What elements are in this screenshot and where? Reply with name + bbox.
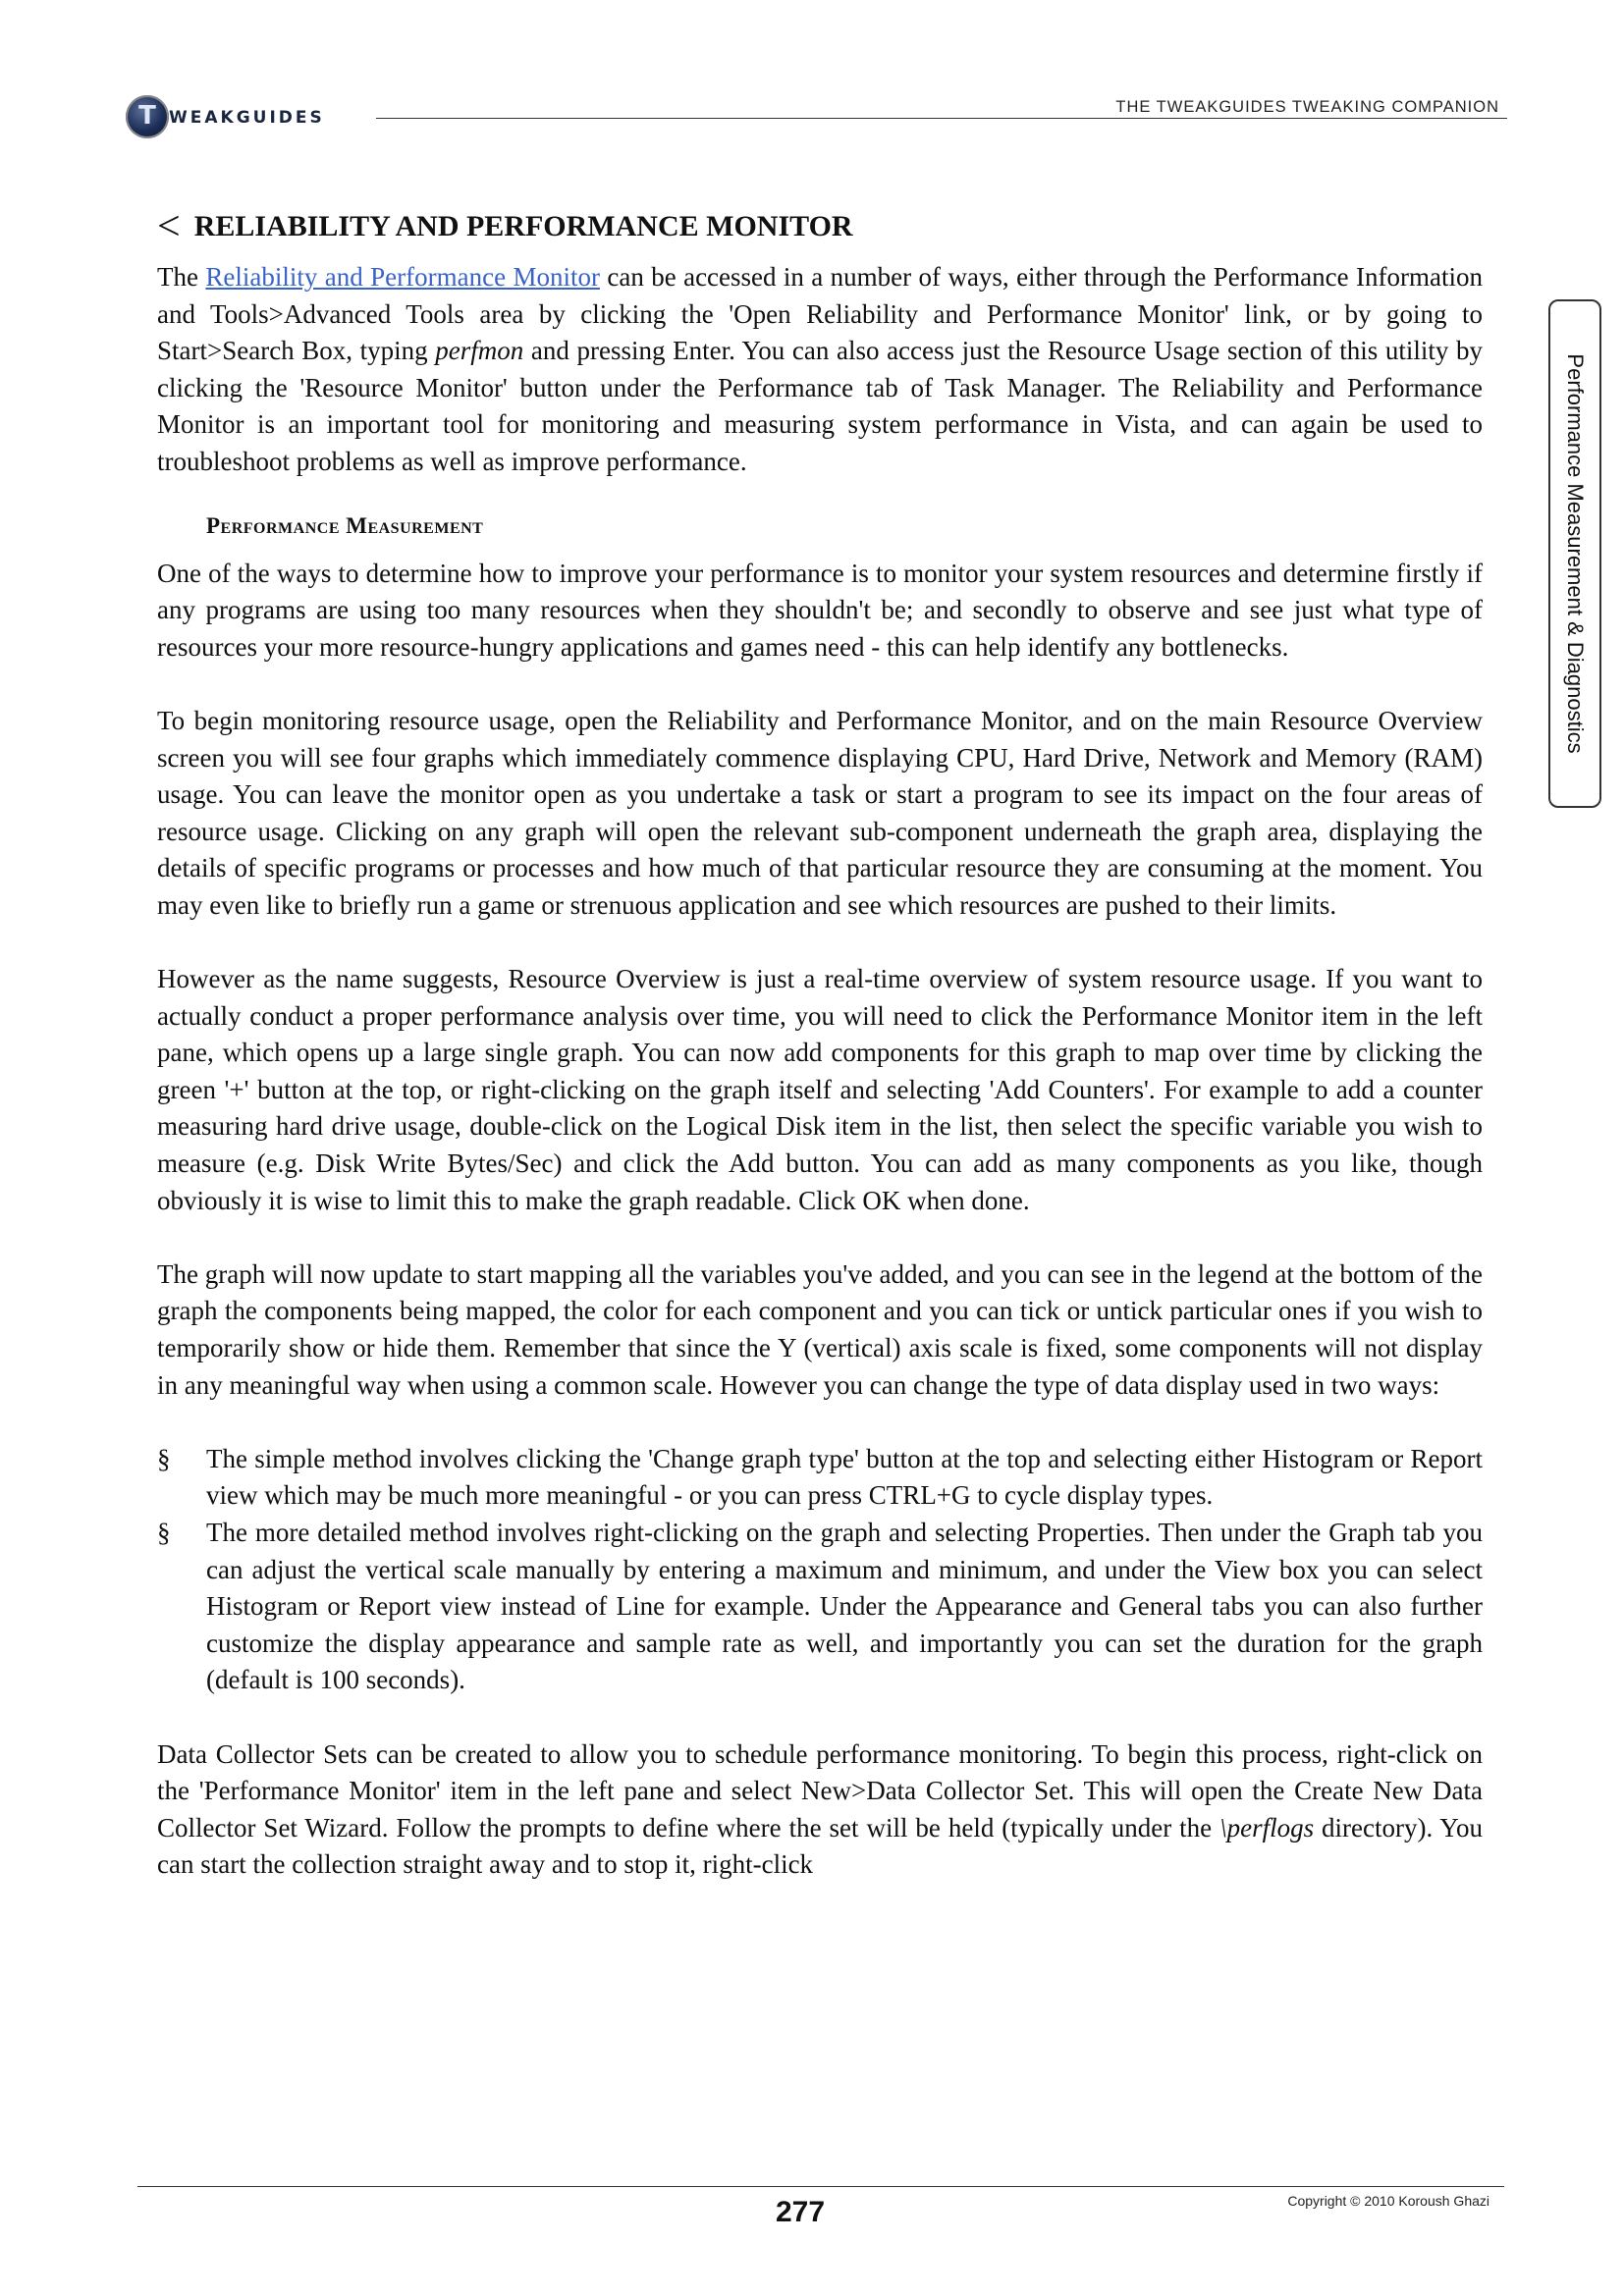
bullet-list <box>157 1441 1483 1699</box>
paragraph: However as the name suggests, Resource Overview is just a real-time overview of system resource usage. If you want to actually conduct a proper performance analysis over time, you will need to click the Performance Monitor item in the left pane, which opens up a large single graph. You can now add components for this graph to map over time by clicking the green '+' button at the top, or right-clicking on the graph itself and selecting 'Add Counters'. For example to add a counter measuring hard drive usage, double-click on the Logical Disk item in the list, then select the specific variable you wish to measure (e.g. Disk Write Bytes/Sec) and click the Add button. You can add as many components as you like, though obviously it is wise to limit this to make the graph readable. Click OK when done. <box>157 964 1483 1215</box>
header-title: THE TWEAKGUIDES TWEAKING COMPANION <box>1115 98 1499 116</box>
subheading-performance-measurement: Performance Measurement <box>206 512 484 538</box>
tweakguides-logo <box>126 93 361 142</box>
page-content <box>157 206 1483 1884</box>
bullet-text: The more detailed method involves right-clicking on the graph and selecting Properties. Then under the Graph tab you can adjust the vertical scale manually by entering a maximum and minimum, and under the View box you can select Histogram or Report view instead of Line for example. Under the Appearance and General tabs you can also further customize the display appearance and sample rate as well, and importantly you can set the duration for the graph (default is 100 seconds). <box>206 1518 1483 1695</box>
header-divider <box>376 118 1507 119</box>
section-title-text: RELIABILITY AND PERFORMANCE MONITOR <box>193 210 853 242</box>
paragraph: One of the ways to determine how to improve your performance is to monitor your system resources and determine firstly if any programs are using too many resources when they shouldn't be; and secondly to observe and see just what type of resources your more resource-hungry applications and games need - this can help identify any bottlenecks. <box>157 558 1483 662</box>
reliability-monitor-link[interactable]: Reliability and Performance Monitor <box>205 262 600 292</box>
logo-emblem-icon: T <box>126 95 169 138</box>
section-sign-bullet: § <box>157 1518 171 1547</box>
intro-paragraph: The Reliability and Performance Monitor can be accessed in a number of ways, either through the Performance Information and Tools>Advanced Tools area by clicking the 'Open Reliability and Performance Monitor' link, or by going to Start>Search Box, typing perfmon and pressing Enter. You can also access just the Resource Usage section of this utility by clicking the 'Resource Monitor' button under the Performance tab of Task Manager. The Reliability and Performance Monitor is an important tool for monitoring and measuring system performance in Vista, and can again be used to troubleshoot problems as well as improve performance. <box>157 262 1483 476</box>
bullet-text: The simple method involves clicking the 'Change graph type' button at the top and selecting either Histogram or Report view which may be much more meaningful - or you can press CTRL+G to cycle display types. <box>206 1443 1483 1511</box>
side-section-tab <box>1548 299 1601 808</box>
back-arrow-icon[interactable]: < <box>157 204 181 249</box>
section-sign-bullet: § <box>157 1443 171 1473</box>
footer-divider <box>137 2186 1504 2187</box>
data-collector-paragraph: Data Collector Sets can be created to allow you to schedule performance monitoring. To begin this process, right-click on the 'Performance Monitor' item in the left pane and select New>Data Collector Set. This will open the Create New Data Collector Set Wizard. Follow the prompts to define where the set will be held (typically under the \perflogs directory). You can start the collection straight away and to stop it, right-click <box>157 1738 1483 1880</box>
paragraph: To begin monitoring resource usage, open the Reliability and Performance Monitor, and on the main Resource Overview screen you will see four graphs which immediately commence displaying CPU, Hard Drive, Network and Memory (RAM) usage. You can leave the monitor open as you undertake a task or start a program to see its impact on the four areas of resource usage. Clicking on any graph will open the relevant sub-component underneath the graph area, displaying the details of specific programs or processes and how much of that particular resource they are consuming at the moment. You may even like to briefly run a game or strenuous application and see which resources are pushed to their limits. <box>157 705 1483 920</box>
paragraph: The graph will now update to start mapping all the variables you've added, and you can see in the legend at the bottom of the graph the components being mapped, the color for each component and you can tick or untick particular ones if you wish to temporarily show or hide them. Remember that since the Y (vertical) axis scale is fixed, some components will not display in any meaningful way when using a common scale. However you can change the type of data display used in two ways: <box>157 1258 1483 1400</box>
copyright-notice: Copyright © 2010 Koroush Ghazi <box>1287 2193 1489 2209</box>
list-item <box>157 1441 1483 1515</box>
side-tab-label: Performance Measurement & Diagnostics <box>1563 353 1588 754</box>
section-title <box>157 206 1483 247</box>
page-number: 277 <box>776 2196 826 2228</box>
logo-wordmark: WEAKGUIDES <box>169 108 325 128</box>
list-item <box>157 1515 1483 1699</box>
